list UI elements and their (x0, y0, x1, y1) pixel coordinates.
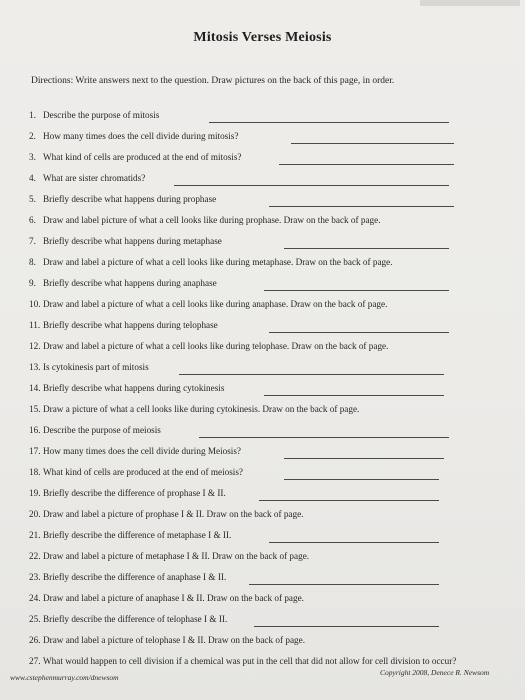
question-number: 19. (29, 488, 41, 498)
question-number: 12. (29, 341, 41, 351)
question-item (29, 404, 499, 425)
answer-line[interactable] (174, 185, 449, 186)
question-text: Briefly describe the difference of metaphase I & II. (43, 530, 232, 540)
question-number: 2. (29, 131, 36, 141)
question-text: Describe the purpose of meiosis (43, 425, 161, 435)
question-text: Briefly describe what happens during cytokinesis (43, 383, 225, 393)
question-text: Is cytokinesis part of mitosis (43, 362, 149, 372)
question-number: 7. (29, 236, 36, 246)
question-text: How many times does the cell divide during mitosis? (43, 131, 239, 141)
question-text: Draw and label a picture of what a cell looks like during telophase. Draw on the back of page. (43, 341, 389, 351)
question-text: Draw and label a picture of what a cell looks like during metaphase. Draw on the back of page. (43, 257, 393, 267)
question-number: 14. (29, 383, 41, 393)
question-text: Draw and label a picture of what a cell looks like during anaphase. Draw on the back of page. (43, 299, 388, 309)
question-number: 16. (29, 425, 41, 435)
question-item (29, 614, 499, 635)
question-number: 18. (29, 467, 41, 477)
question-number: 15. (29, 404, 41, 414)
question-text: What kind of cells are produced at the end of meiosis? (43, 467, 244, 477)
question-text: Draw and label picture of what a cell looks like during prophase. Draw on the back of page. (43, 215, 381, 225)
answer-line[interactable] (279, 164, 454, 165)
answer-line[interactable] (249, 584, 439, 585)
question-item (29, 509, 499, 530)
question-text: Briefly describe the difference of telophase I & II. (43, 614, 228, 624)
question-item (29, 530, 499, 551)
question-item (29, 593, 499, 614)
answer-line[interactable] (259, 500, 439, 501)
question-number: 25. (29, 614, 41, 624)
answer-line[interactable] (284, 479, 439, 480)
question-number: 22. (29, 551, 41, 561)
question-number: 10. (29, 299, 41, 309)
question-number: 5. (29, 194, 36, 204)
question-item (29, 635, 499, 656)
answer-line[interactable] (199, 437, 449, 438)
question-item (29, 362, 499, 383)
question-item (29, 278, 499, 299)
answer-line[interactable] (284, 248, 449, 249)
question-text: What would happen to cell division if a chemical was put in the cell that did not allow for cell division to occur? (43, 656, 457, 666)
answer-line[interactable] (209, 122, 449, 123)
question-item (29, 488, 499, 509)
question-text: Draw and label a picture of metaphase I & II. Draw on the back of page. (43, 551, 310, 561)
answer-line[interactable] (284, 458, 444, 459)
website-footer: www.cstephenmurray.com/dnewsom (10, 673, 119, 682)
question-text: Draw and label a picture of anaphase I & II. Draw on the back of page. (43, 593, 304, 603)
question-number: 3. (29, 152, 36, 162)
question-text: Briefly describe the difference of anaphase I & II. (43, 572, 227, 582)
question-item (29, 299, 499, 320)
question-number: 24. (29, 593, 41, 603)
answer-line[interactable] (269, 332, 449, 333)
question-item (29, 236, 499, 257)
question-number: 23. (29, 572, 41, 582)
question-number: 4. (29, 173, 36, 183)
question-text: What are sister chromatids? (43, 173, 146, 183)
question-item (29, 572, 499, 593)
question-item (29, 425, 499, 446)
answer-line[interactable] (179, 374, 444, 375)
question-item (29, 173, 499, 194)
question-text: How many times does the cell divide during Meiosis? (43, 446, 242, 456)
question-number: 21. (29, 530, 41, 540)
question-item (29, 383, 499, 404)
question-number: 9. (29, 278, 36, 288)
question-number: 6. (29, 215, 36, 225)
question-item (29, 110, 499, 131)
question-text: Draw and label a picture of prophase I & II. Draw on the back of page. (43, 509, 304, 519)
question-item (29, 152, 499, 173)
question-item (29, 131, 499, 152)
answer-line[interactable] (264, 290, 449, 291)
question-item (29, 257, 499, 278)
question-text: Briefly describe what happens during prophase (43, 194, 217, 204)
question-item (29, 215, 499, 236)
question-item (29, 320, 499, 341)
question-text: Briefly describe what happens during anaphase (43, 278, 217, 288)
answer-line[interactable] (291, 143, 454, 144)
answer-line[interactable] (264, 395, 444, 396)
question-number: 26. (29, 635, 41, 645)
directions-text: Directions: Write answers next to the question. Draw pictures on the back of this page, in order. (31, 76, 395, 86)
question-list (29, 110, 499, 677)
question-number: 13. (29, 362, 41, 372)
question-number: 11. (29, 320, 41, 330)
question-number: 8. (29, 257, 36, 267)
question-item (29, 194, 499, 215)
question-text: Briefly describe what happens during telophase (43, 320, 218, 330)
answer-line[interactable] (269, 206, 454, 207)
question-number: 17. (29, 446, 41, 456)
copyright-footer: Copyright 2008, Denece R. Newsom (380, 668, 490, 677)
answer-line[interactable] (254, 626, 439, 627)
question-number: 1. (29, 110, 36, 120)
question-text: Draw a picture of what a cell looks like during cytokinesis. Draw on the back of page. (43, 404, 360, 414)
question-item (29, 467, 499, 488)
question-number: 27. (29, 656, 41, 666)
question-text: What kind of cells are produced at the end of mitosis? (43, 152, 242, 162)
question-number: 20. (29, 509, 41, 519)
question-item (29, 551, 499, 572)
question-item (29, 341, 499, 362)
answer-line[interactable] (269, 542, 439, 543)
worksheet-title: Mitosis Verses Meiosis (193, 30, 332, 45)
question-text: Briefly describe the difference of prophase I & II. (43, 488, 226, 498)
question-text: Draw and label a picture of telophase I & II. Draw on the back of page. (43, 635, 305, 645)
question-text: Briefly describe what happens during metaphase (43, 236, 222, 246)
question-item (29, 446, 499, 467)
question-text: Describe the purpose of mitosis (43, 110, 160, 120)
paper-edge-tab (420, 0, 520, 6)
